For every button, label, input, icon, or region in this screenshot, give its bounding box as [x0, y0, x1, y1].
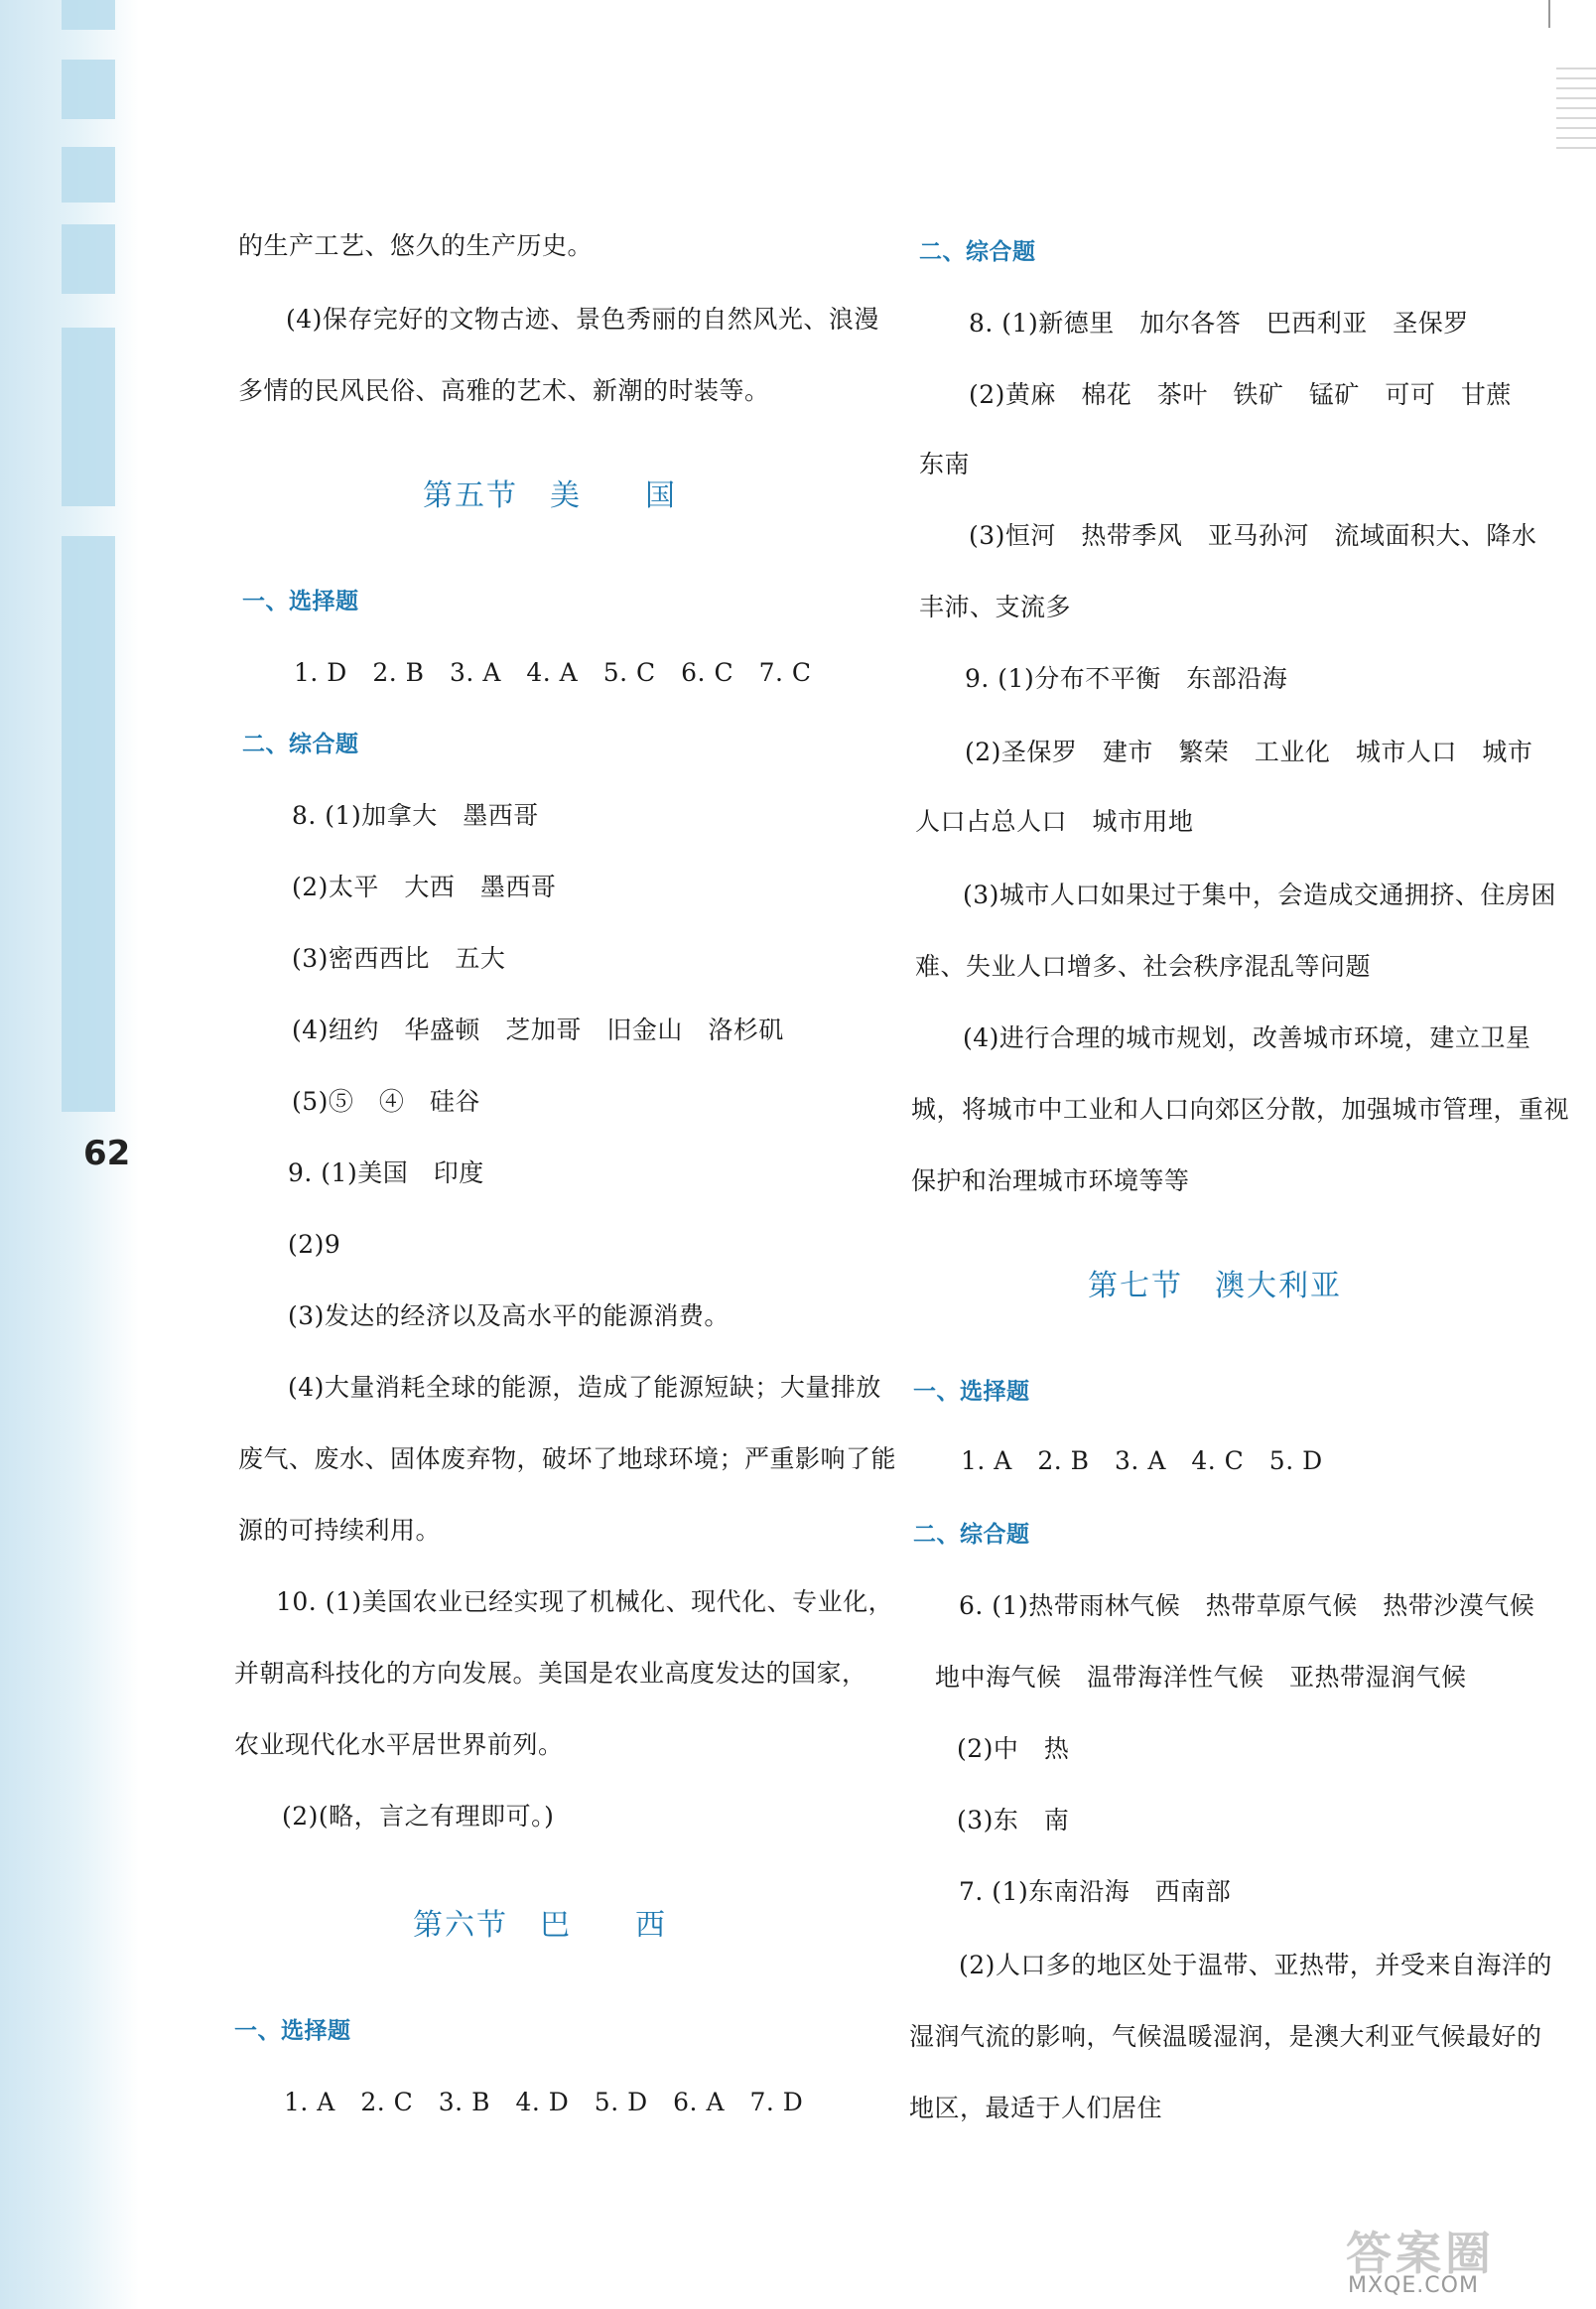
- page-edge-lines: [1556, 68, 1596, 157]
- section-heading: 一、选择题: [913, 1379, 1030, 1405]
- answer-line: (3)东 南: [957, 1806, 1070, 1834]
- answer-line: 地中海气候 温带海洋性气候 亚热带湿润气候: [935, 1663, 1467, 1692]
- answer-line: (2)人口多的地区处于温带、亚热带，并受来自海洋的: [959, 1951, 1552, 1979]
- answer-line: 并朝高科技化的方向发展。美国是农业高度发达的国家，: [234, 1659, 867, 1688]
- answer-line: (2)9: [288, 1230, 341, 1259]
- answer-line: 湿润气流的影响，气候温暖湿润，是澳大利亚气候最好的: [909, 2022, 1542, 2051]
- section-title-brazil: 第六节 巴 西: [413, 1908, 667, 1943]
- watermark-logo-text: 答案圈: [1346, 2227, 1495, 2280]
- page-number: 62: [83, 1134, 131, 1173]
- answer-line: (2)圣保罗 建市 繁荣 工业化 城市人口 城市: [965, 738, 1533, 766]
- answer-line: (3)发达的经济以及高水平的能源消费。: [288, 1301, 730, 1330]
- watermark-domain: MXQE.COM: [1348, 2273, 1479, 2298]
- answer-line: 农业现代化水平居世界前列。: [234, 1730, 564, 1759]
- answer-line: 1. D 2. B 3. A 4. A 5. C 6. C 7. C: [294, 658, 812, 687]
- section-heading: 二、综合题: [913, 1522, 1030, 1548]
- answer-line: (5)⑤ ④ 硅谷: [292, 1087, 480, 1116]
- answer-line: 1. A 2. B 3. A 4. C 5. D: [961, 1446, 1323, 1475]
- paragraph: 多情的民风民俗、高雅的艺术、新潮的时装等。: [238, 376, 770, 405]
- answer-line: 8. (1)新德里 加尔各答 巴西利亚 圣保罗: [969, 309, 1469, 338]
- answer-line: 源的可持续利用。: [238, 1516, 442, 1545]
- answer-line: (2)中 热: [957, 1734, 1070, 1763]
- answer-line: 城，将城市中工业和人口向郊区分散，加强城市管理，重视: [911, 1095, 1570, 1124]
- answer-line: (3)城市人口如果过于集中，会造成交通拥挤、住房困: [963, 881, 1556, 909]
- answer-line: 8. (1)加拿大 墨西哥: [292, 801, 539, 830]
- section-heading: 二、综合题: [919, 239, 1036, 265]
- answer-line: 6. (1)热带雨林气候 热带草原气候 热带沙漠气候: [959, 1591, 1535, 1620]
- answer-line: (2)黄麻 棉花 茶叶 铁矿 锰矿 可可 甘蔗: [969, 380, 1512, 409]
- section-title-usa: 第五节 美 国: [423, 478, 677, 513]
- answer-line: 7. (1)东南沿海 西南部: [959, 1877, 1232, 1906]
- answer-line: (3)恒河 热带季风 亚马孙河 流域面积大、降水: [969, 521, 1537, 550]
- section-heading: 一、选择题: [242, 589, 359, 614]
- answer-line: (4)大量消耗全球的能源，造成了能源短缺；大量排放: [288, 1373, 881, 1402]
- strip-blocks: [62, 0, 115, 1112]
- answer-line: (4)纽约 华盛顿 芝加哥 旧金山 洛杉矶: [292, 1016, 784, 1044]
- paragraph: 的生产工艺、悠久的生产历史。: [238, 231, 594, 260]
- page-edge-tick: [1548, 0, 1550, 28]
- answer-line: 9. (1)美国 印度: [288, 1158, 484, 1187]
- answer-line: 丰沛、支流多: [919, 593, 1072, 621]
- answer-line: 地区，最适于人们居住: [909, 2094, 1163, 2122]
- section-heading: 一、选择题: [234, 2018, 351, 2044]
- answer-line: (2)(略，言之有理即可。): [282, 1802, 555, 1831]
- section-title-australia: 第七节 澳大利亚: [1088, 1269, 1342, 1303]
- answer-line: (4)进行合理的城市规划，改善城市环境，建立卫星: [963, 1023, 1531, 1052]
- answer-line: (2)太平 大西 墨西哥: [292, 873, 557, 901]
- paragraph: (4)保存完好的文物古迹、景色秀丽的自然风光、浪漫: [286, 305, 879, 334]
- section-heading: 二、综合题: [242, 732, 359, 757]
- answer-line: 9. (1)分布不平衡 东部沿海: [965, 664, 1288, 693]
- answer-line: 1. A 2. C 3. B 4. D 5. D 6. A 7. D: [284, 2088, 804, 2116]
- answer-line: 人口占总人口 城市用地: [915, 807, 1194, 836]
- answer-line: 废气、废水、固体废弃物，破坏了地球环境；严重影响了能: [238, 1444, 897, 1473]
- answer-line: 东南: [919, 450, 971, 478]
- answer-line: (3)密西西比 五大: [292, 944, 506, 973]
- answer-line: 保护和治理城市环境等等: [911, 1166, 1190, 1195]
- answer-line: 10. (1)美国农业已经实现了机械化、现代化、专业化，: [276, 1587, 894, 1616]
- answer-line: 难、失业人口增多、社会秩序混乱等问题: [915, 952, 1372, 981]
